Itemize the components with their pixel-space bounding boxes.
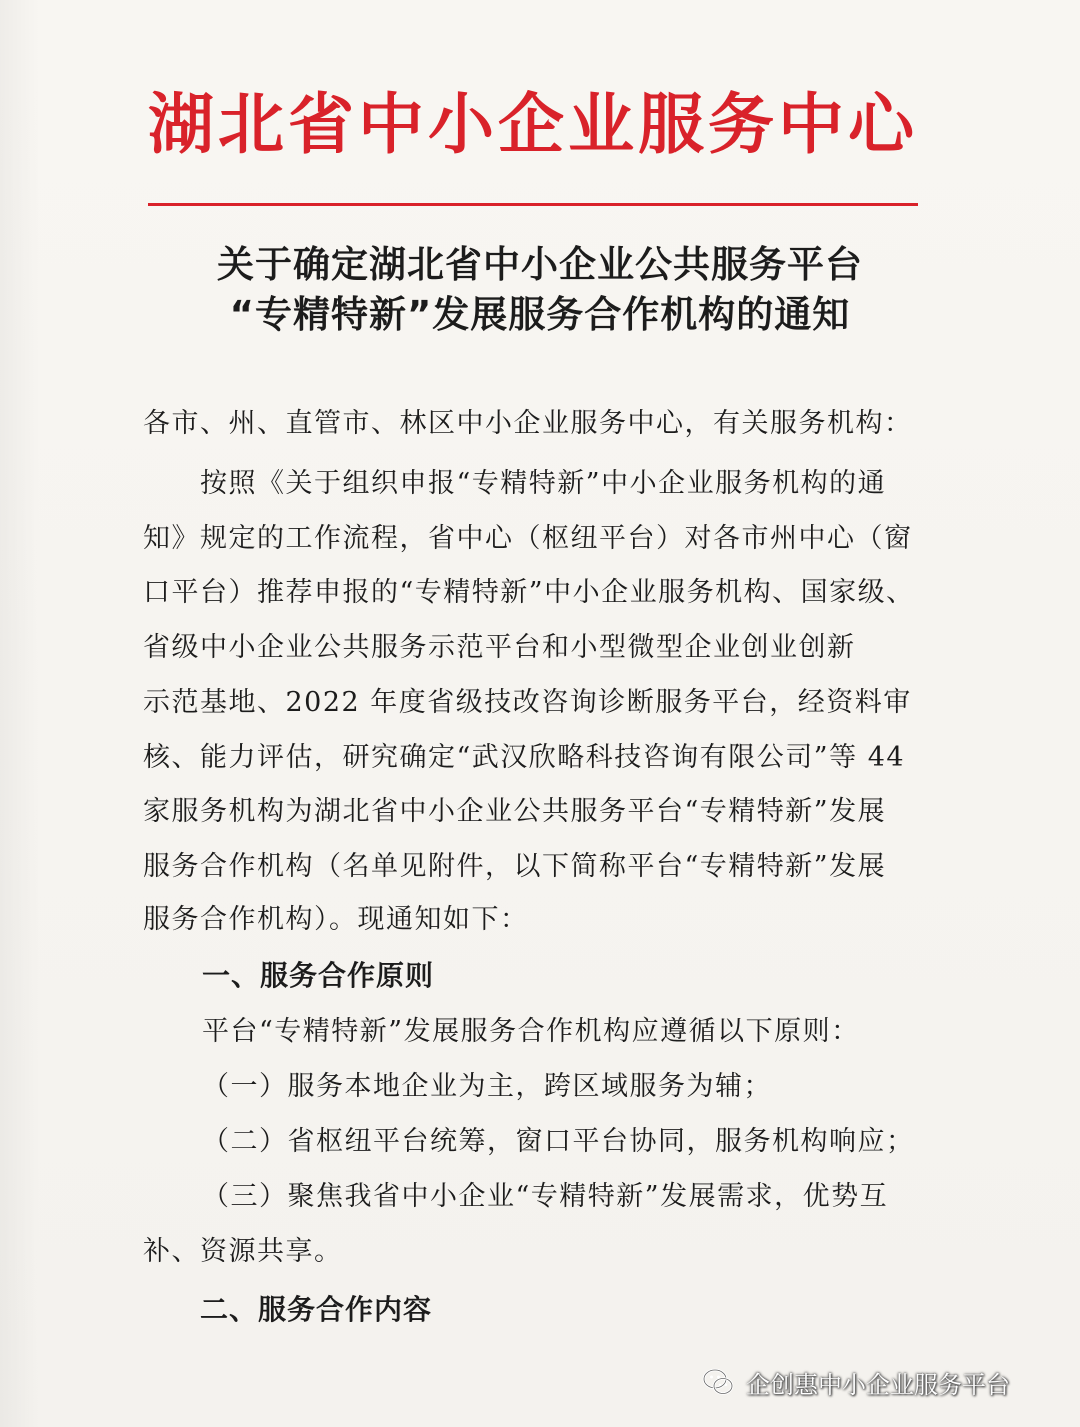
wechat-icon <box>700 1364 736 1400</box>
paragraph-line: 服务合作机构（名单见附件，以下简称平台“专精特新”发展 <box>143 851 887 882</box>
paragraph-line: 口平台）推荐申报的“专精特新”中小企业服务机构、国家级、 <box>143 577 915 608</box>
principle-item: 补、资源共享。 <box>143 1236 343 1267</box>
paragraph-line: 按照《关于组织申报“专精特新”中小企业服务机构的通 <box>200 468 887 499</box>
watermark-text: 企创惠中小企业服务平台 <box>746 1370 1010 1399</box>
principle-item: （一）服务本地企业为主，跨区域服务为辅； <box>202 1071 772 1102</box>
paragraph-line: 知》规定的工作流程，省中心（枢纽平台）对各市州中心（窗 <box>143 523 913 554</box>
notice-title-line1: 关于确定湖北省中小企业公共服务平台 <box>217 243 863 286</box>
notice-title-line2: “专精特新”发展服务合作机构的通知 <box>229 293 851 336</box>
red-header-rule <box>148 203 918 206</box>
salutation: 各市、州、直管市、林区中小企业服务中心，有关服务机构： <box>143 408 913 439</box>
paragraph-line: 示范基地、2022 年度省级技改咨询诊断服务平台，经资料审 <box>143 687 912 718</box>
principle-item: （三）聚焦我省中小企业“专精特新”发展需求，优势互 <box>202 1181 889 1212</box>
paragraph-line: 省级中小企业公共服务示范平台和小型微型企业创业创新 <box>143 632 856 663</box>
section2-heading: 二、服务合作内容 <box>200 1293 433 1326</box>
section1-heading: 一、服务合作原则 <box>202 959 435 992</box>
section1-intro: 平台“专精特新”发展服务合作机构应遵循以下原则： <box>202 1016 860 1047</box>
page-edge-shadow <box>0 0 40 1427</box>
organization-title: 湖北省中小企业服务中心 <box>148 86 918 163</box>
watermark <box>700 1360 1010 1404</box>
paragraph-line: 服务合作机构）。现通知如下： <box>143 904 529 935</box>
paragraph-line: 家服务机构为湖北省中小企业公共服务平台“专精特新”发展 <box>143 796 887 827</box>
paragraph-line: 核、能力评估，研究确定“武汉欣略科技咨询有限公司”等 44 <box>143 742 906 773</box>
principle-item: （二）省枢纽平台统筹，窗口平台协同，服务机构响应； <box>202 1126 915 1157</box>
